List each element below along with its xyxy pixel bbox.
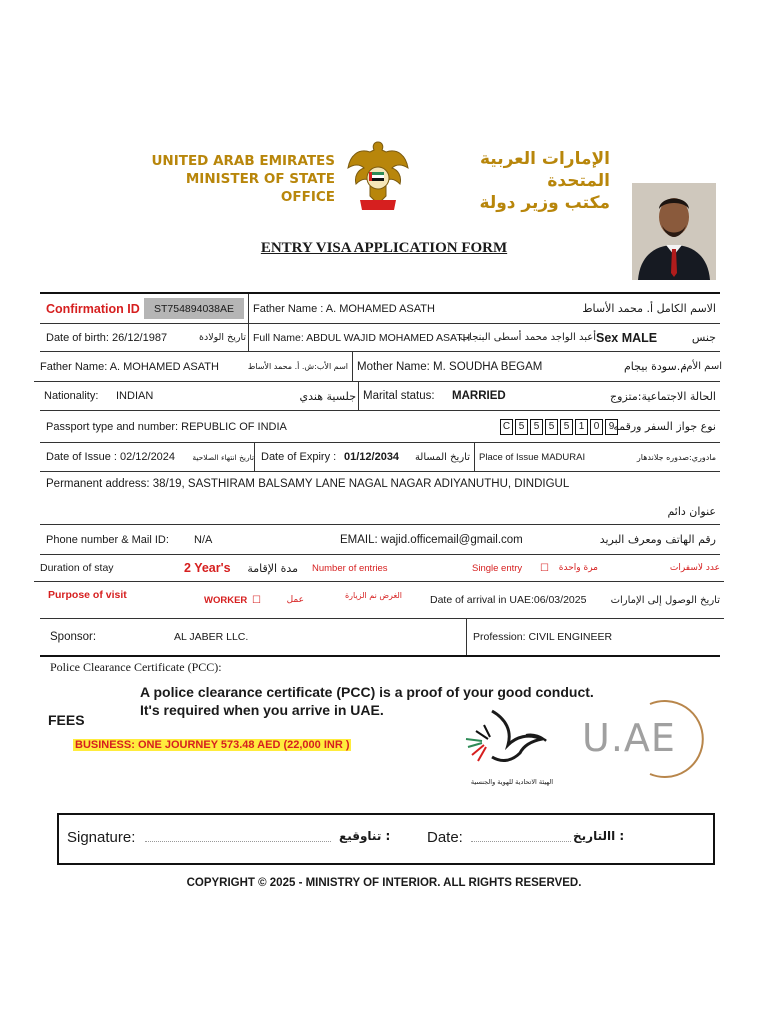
uae-logo-text: U.AE (582, 716, 676, 760)
form-title: ENTRY VISA APPLICATION FORM (260, 240, 508, 256)
email: EMAIL: wajid.officemail@gmail.com (340, 533, 523, 546)
signature-label: Signature: (67, 829, 136, 846)
business-fee: BUSINESS: ONE JOURNEY 573.48 AED (22,000 INR ) (75, 739, 350, 751)
marital-label: Marital status: (358, 382, 435, 410)
passport-digit: 1 (575, 419, 588, 435)
pcc-label: Police Clearance Certificate (PCC): (50, 660, 222, 674)
place-of-issue: Place of Issue MADURAI (474, 443, 585, 471)
worker-option: WORKER (204, 594, 248, 606)
issue-ar: تاريخ انتهاء الصلاحية (192, 452, 254, 462)
passport-digit: 5 (560, 419, 573, 435)
signature-ar: : تناوقيع (339, 829, 391, 843)
applicant-photo (632, 183, 716, 280)
nationality-ar: جلسية هندي (299, 389, 356, 403)
arrival-date: Date of arrival in UAE:06/03/2025 (430, 594, 587, 606)
father-name-top: Father Name : A. MOHAMED ASATH (248, 294, 435, 323)
row-dob-fullname (40, 324, 720, 352)
application-table (40, 292, 720, 657)
confirmation-label: Confirmation ID (46, 301, 140, 316)
pcc-line1: A police clearance certificate (PCC) is a proof of your good conduct. (140, 684, 594, 700)
dob-ar: تاريخ الولادة (199, 332, 246, 343)
header-ar-line1: الإمارات العربية المتحدة (479, 149, 610, 191)
address-ar: عنوان دائم (667, 505, 716, 518)
fees-label: FEES (48, 712, 85, 728)
sex: Sex MALE (596, 330, 658, 345)
passport-digit: 9 (605, 419, 618, 435)
passport-ar: نوع جواز السفر ورقمه (613, 420, 716, 433)
father-name-ar: اسم الأب:ش. أ. محمد الأساط (247, 362, 348, 371)
passport-digit: 5 (545, 419, 558, 435)
passport-digit: 0 (590, 419, 603, 435)
uae-emblem-icon (346, 138, 410, 214)
confirmation-id: ST754894038AE (144, 298, 244, 319)
sponsor-label: Sponsor: (50, 631, 97, 643)
date-of-expiry-value: 01/12/2034 (344, 451, 400, 463)
header-ar-line2: مكتب وزير دولة (479, 193, 610, 213)
single-entry-checkbox[interactable]: ☐ (540, 562, 549, 574)
expiry-ar: تاريخ المسالة (414, 451, 470, 463)
signature-field[interactable] (145, 841, 331, 842)
ica-falcon-icon (462, 705, 562, 773)
entries-ar: عدد لاسفرات (669, 563, 720, 573)
phone-label: Phone number & Mail ID: (46, 533, 169, 546)
entries-label: Number of entries (312, 562, 388, 574)
date-ar: : االتاريخ (573, 829, 625, 843)
row-address (40, 472, 720, 525)
father-name: Father Name: A. MOHAMED ASATH (40, 360, 219, 373)
phone-value: N/A (194, 533, 213, 546)
single-entry: Single entry (472, 562, 523, 574)
copyright: COPYRIGHT © 2025 - MINISTRY OF INTERIOR. ALL RIGHTS RESERVED. (186, 877, 582, 889)
header-en-line1: UNITED ARAB EMIRATES (151, 153, 335, 169)
header-arabic (420, 148, 610, 214)
nationality-label: Nationality: (44, 390, 99, 402)
row-purpose (40, 582, 724, 619)
passport-digit: C (500, 419, 513, 435)
signature-box (57, 813, 715, 865)
passport-type: Passport type and number: REPUBLIC OF INDIA (46, 420, 287, 433)
arrival-ar: تاريخ الوصول إلى الإمارات (610, 594, 720, 606)
row-contact (40, 525, 720, 555)
date-of-expiry-label: Date of Expiry : (254, 443, 336, 471)
date-label: Date: (427, 829, 463, 846)
marital-value: MARRIED (452, 390, 506, 402)
passport-number-boxes (500, 411, 620, 442)
place-ar: مادوري:صدوره جلاندهار (636, 452, 716, 462)
sex-ar: جنس (691, 331, 716, 344)
profession: Profession: CIVIL ENGINEER (466, 619, 612, 655)
nationality-value: INDIAN (116, 390, 154, 402)
full-name-ar: أعبد الواجد محمد أسطى البنجاب (459, 332, 596, 343)
date-of-birth: Date of birth: 26/12/1987 (46, 331, 168, 344)
worker-ar: عمل (286, 595, 304, 605)
mother-name-ar-value: م.سودة بيجام (624, 360, 688, 373)
pcc-line2: It's required when you arrive in UAE. (140, 702, 384, 718)
passport-digit: 5 (515, 419, 528, 435)
row-issue-expiry (40, 443, 720, 472)
duration-value: 2 Year's (184, 561, 231, 575)
row-sponsor (40, 619, 720, 657)
row-parents (34, 352, 720, 382)
row-nationality (40, 382, 720, 411)
date-field[interactable] (471, 841, 571, 842)
duration-label: Duration of stay (40, 562, 114, 574)
mother-name-ar-label: اسم الأم: (682, 361, 722, 372)
passport-digit: 5 (530, 419, 543, 435)
full-name: Full Name: ABDUL WAJID MOHAMED ASATH (248, 324, 470, 351)
header-en-line2: MINISTER OF STATE OFFICE (185, 171, 335, 205)
ica-logo (462, 705, 562, 787)
fullname-ar-top: الاسم الكامل أ. محمد الأساط (582, 302, 716, 315)
permanent-address: Permanent address: 38/19, SASTHIRAM BALSAMY LANE NAGAL NAGAR ADIYANUTHU, DINDIGUL (46, 478, 570, 490)
single-entry-ar: مرة واحدة (558, 563, 598, 573)
marital-ar: الحالة الاجتماعية:متزوج (610, 389, 716, 403)
sponsor-value: AL JABER LLC. (174, 631, 249, 643)
phone-ar: رقم الهاتف ومعرف البريد (599, 533, 716, 546)
mother-name: Mother Name: M. SOUDHA BEGAM (352, 352, 542, 381)
purpose-label: Purpose of visit (48, 589, 127, 601)
duration-ar: مدة الإقامة (247, 561, 298, 575)
uae-logo (580, 698, 720, 780)
header-english (150, 152, 335, 206)
purpose-ar: الغرض نم الزيارة (344, 590, 402, 600)
ica-name-ar: الهيئة الاتحادية للهوية والجنسية (470, 778, 554, 786)
row-confirmation (40, 294, 720, 324)
date-of-issue: Date of Issue : 02/12/2024 (46, 451, 176, 463)
row-passport (40, 411, 720, 443)
worker-checkbox[interactable]: ☐ (252, 594, 261, 606)
